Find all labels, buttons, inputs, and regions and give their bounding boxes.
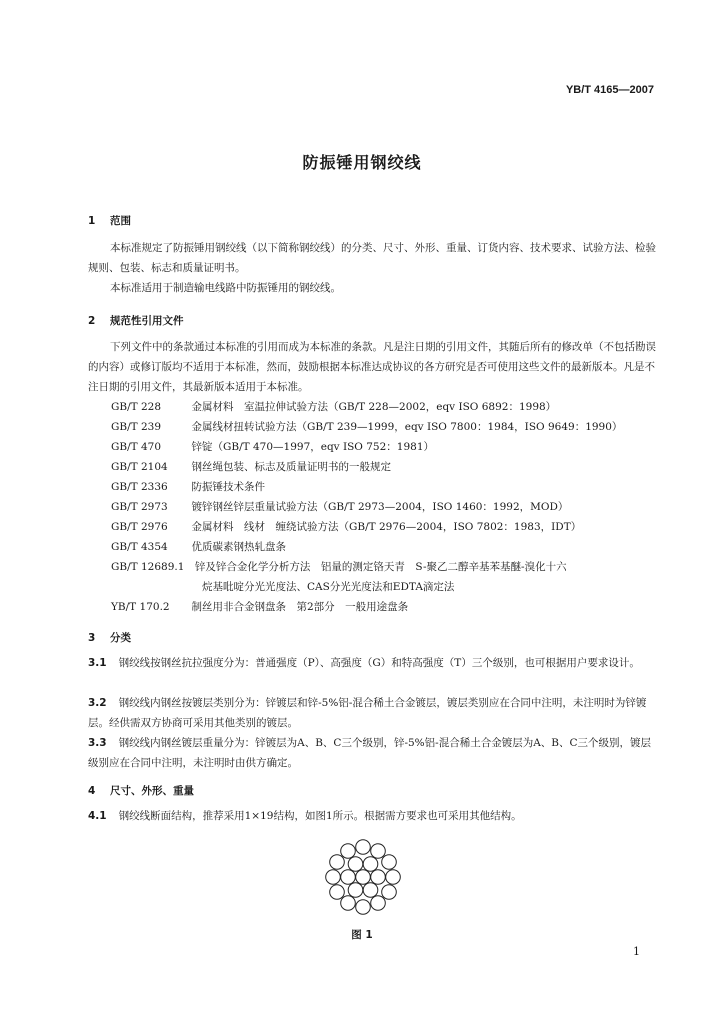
clause-3-3: 3.3 钢绞线内钢丝镀层重量分为：锌镀层为A、B、C三个级别，锌-5%铝-混合稀土合金镀层为A、B、C三个级别，镀层级别应在合同中注明，未注明时由供方确定。 bbox=[88, 737, 652, 769]
section-2-heading: 2 规范性引用文件 bbox=[88, 315, 184, 327]
strand-cross-section-icon bbox=[322, 836, 404, 922]
reference-item: GB/T 4354 优质碳素钢热轧盘条 bbox=[111, 541, 286, 553]
clause-4-1: 4.1 钢绞线断面结构，推荐采用1×19结构，如图1所示。根据需方要求也可采用其他结构。 bbox=[88, 810, 522, 822]
section-1-paragraph-2: 本标准适用于制造输电线路中防振锤用的钢绞线。 bbox=[110, 282, 341, 294]
reference-item: GB/T 470 锌锭（GB/T 470—1997，eqv ISO 752：1981） bbox=[111, 441, 434, 453]
reference-item: YB/T 170.2 制丝用非合金钢盘条 第2部分 一般用途盘条 bbox=[111, 601, 409, 613]
section-3-heading: 3 分类 bbox=[88, 632, 131, 644]
document-title: 防振锤用钢绞线 bbox=[302, 153, 422, 172]
reference-item: GB/T 239 金属线材扭转试验方法（GB/T 239—1999，eqv ISO 7800：1984，ISO 9649：1990） bbox=[111, 421, 623, 433]
reference-item: GB/T 2976 金属材料 线材 缠绕试验方法（GB/T 2976—2004，ISO 7802：1983，IDT） bbox=[111, 521, 582, 533]
clause-3-2: 3.2 钢绞线内钢丝按镀层类别分为：锌镀层和锌-5%铝-混合稀土合金镀层，镀层类别应在合同中注明，未注明时为锌镀层。经供需双方协商可采用其他类别的镀层。 bbox=[88, 697, 647, 729]
reference-item: GB/T 12689.1 锌及锌合金化学分析方法 铝量的测定铬天青 S-聚乙二醇辛基苯基醚-溴化十六 bbox=[111, 561, 567, 573]
page-number: 1 bbox=[633, 945, 640, 958]
reference-item: GB/T 2973 镀锌钢丝锌层重量试验方法（GB/T 2973—2004，ISO 1460：1992，MOD） bbox=[111, 501, 569, 513]
standard-code: YB/T 4165—2007 bbox=[565, 84, 654, 96]
reference-item-continuation: 烷基吡啶分光光度法、CAS分光光度法和EDTA滴定法 bbox=[202, 581, 455, 593]
section-1-heading: 1 范围 bbox=[88, 215, 131, 227]
clause-3-1: 3.1 钢绞线按钢丝抗拉强度分为：普通强度（P）、高强度（G）和特高强度（T）三个级别，也可根据用户要求设计。 bbox=[88, 657, 640, 669]
section-1-paragraph-1: 本标准规定了防振锤用钢绞线（以下简称钢绞线）的分类、尺寸、外形、重量、订货内容、技术要求、试验方法、检验规则、包装、标志和质量证明书。 bbox=[88, 242, 656, 274]
reference-item: GB/T 2336 防振锤技术条件 bbox=[111, 481, 265, 493]
reference-item: GB/T 228 金属材料 室温拉伸试验方法（GB/T 228—2002，eqv ISO 6892：1998） bbox=[111, 401, 557, 413]
section-4-heading: 4 尺寸、外形、重量 bbox=[88, 785, 194, 797]
reference-item: GB/T 2104 钢丝绳包装、标志及质量证明书的一般规定 bbox=[111, 461, 391, 473]
section-2-paragraph: 下列文件中的条款通过本标准的引用而成为本标准的条款。凡是注日期的引用文件，其随后所有的修改单（不包括勘误的内容）或修订版均不适用于本标准，然而，鼓励根据本标准达成协议的各方研究是否可使用这些文件的最新版本。凡是不注日期的引用文件，其最新版本适用于本标准。 bbox=[88, 341, 656, 393]
figure-caption: 图 1 bbox=[351, 929, 373, 941]
